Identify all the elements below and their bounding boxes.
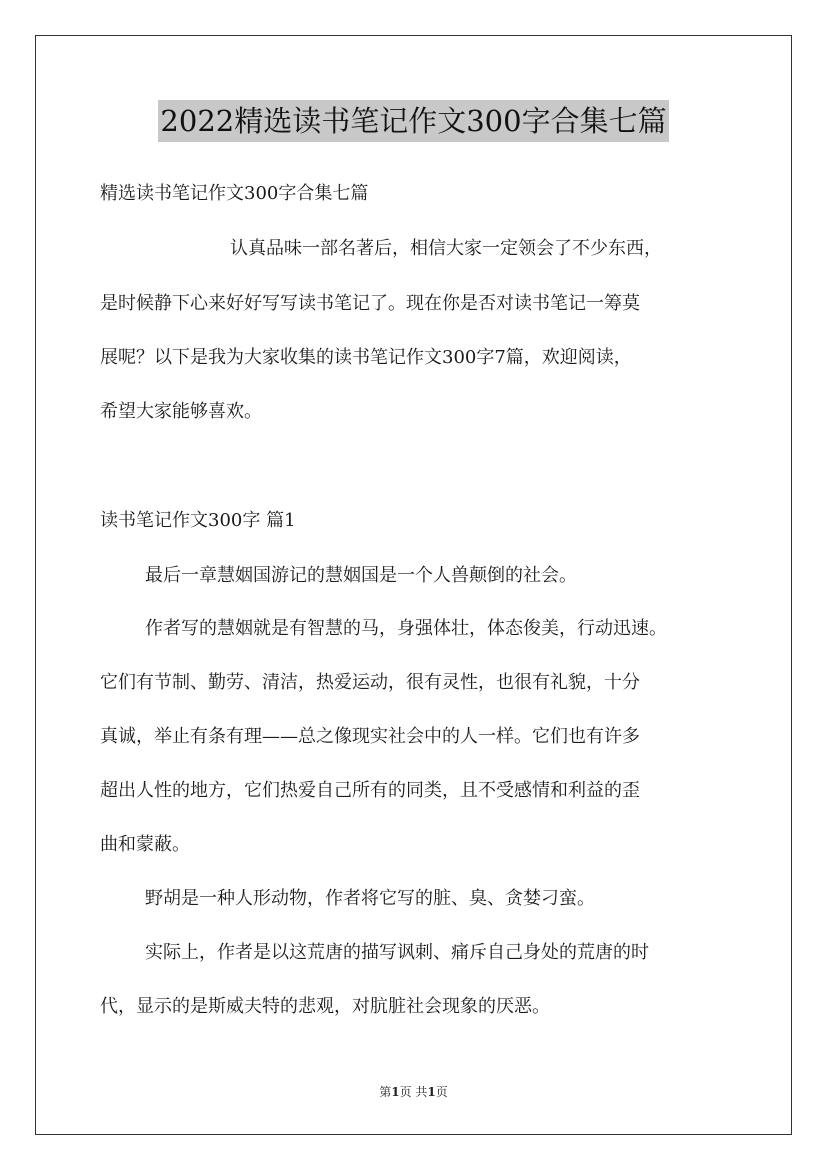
body-line: 代，显示的是斯威夫特的悲观，对肮脏社会现象的厌恶。	[100, 996, 550, 1017]
body-line: 超出人性的地方，它们热爱自己所有的同类，且不受感情和利益的歪	[100, 780, 640, 801]
title-container	[0, 100, 827, 142]
body-line: 它们有节制、勤劳、清洁，热爱运动，很有灵性，也很有礼貌，十分	[100, 672, 640, 693]
document-subtitle: 精选读书笔记作文300字合集七篇	[100, 183, 369, 204]
intro-line: 希望大家能够喜欢。	[100, 401, 262, 422]
body-line: 野胡是一种人形动物，作者将它写的脏、臭、贪婪刁蛮。	[145, 888, 595, 909]
footer-page-prefix: 第	[379, 1085, 392, 1099]
document-title: 2022精选读书笔记作文300字合集七篇	[158, 100, 668, 142]
section-heading: 读书笔记作文300字 篇1	[100, 510, 296, 531]
footer-page-number: 1	[391, 1085, 400, 1099]
intro-line: 认真品味一部名著后，相信大家一定领会了不少东西，	[230, 238, 662, 259]
footer-page-suffix: 页 共	[399, 1085, 428, 1099]
page-footer	[0, 1084, 827, 1100]
intro-line: 是时候静下心来好好写写读书笔记了。现在你是否对读书笔记一筹莫	[100, 293, 640, 314]
body-line: 实际上，作者是以这荒唐的描写讽刺、痛斥自己身处的荒唐的时	[145, 942, 649, 963]
body-line: 最后一章慧姻国游记的慧姻国是一个人兽颠倒的社会。	[145, 565, 577, 586]
body-line: 真诚，举止有条有理——总之像现实社会中的人一样。它们也有许多	[100, 726, 640, 747]
body-line: 作者写的慧姻就是有智慧的马，身强体壮，体态俊美，行动迅速。	[145, 618, 667, 639]
footer-total-suffix: 页	[435, 1085, 448, 1099]
body-line: 曲和蒙蔽。	[100, 834, 190, 855]
intro-line: 展呢？以下是我为大家收集的读书笔记作文300字7篇，欢迎阅读，	[100, 347, 632, 368]
footer-total-pages: 1	[427, 1085, 436, 1099]
